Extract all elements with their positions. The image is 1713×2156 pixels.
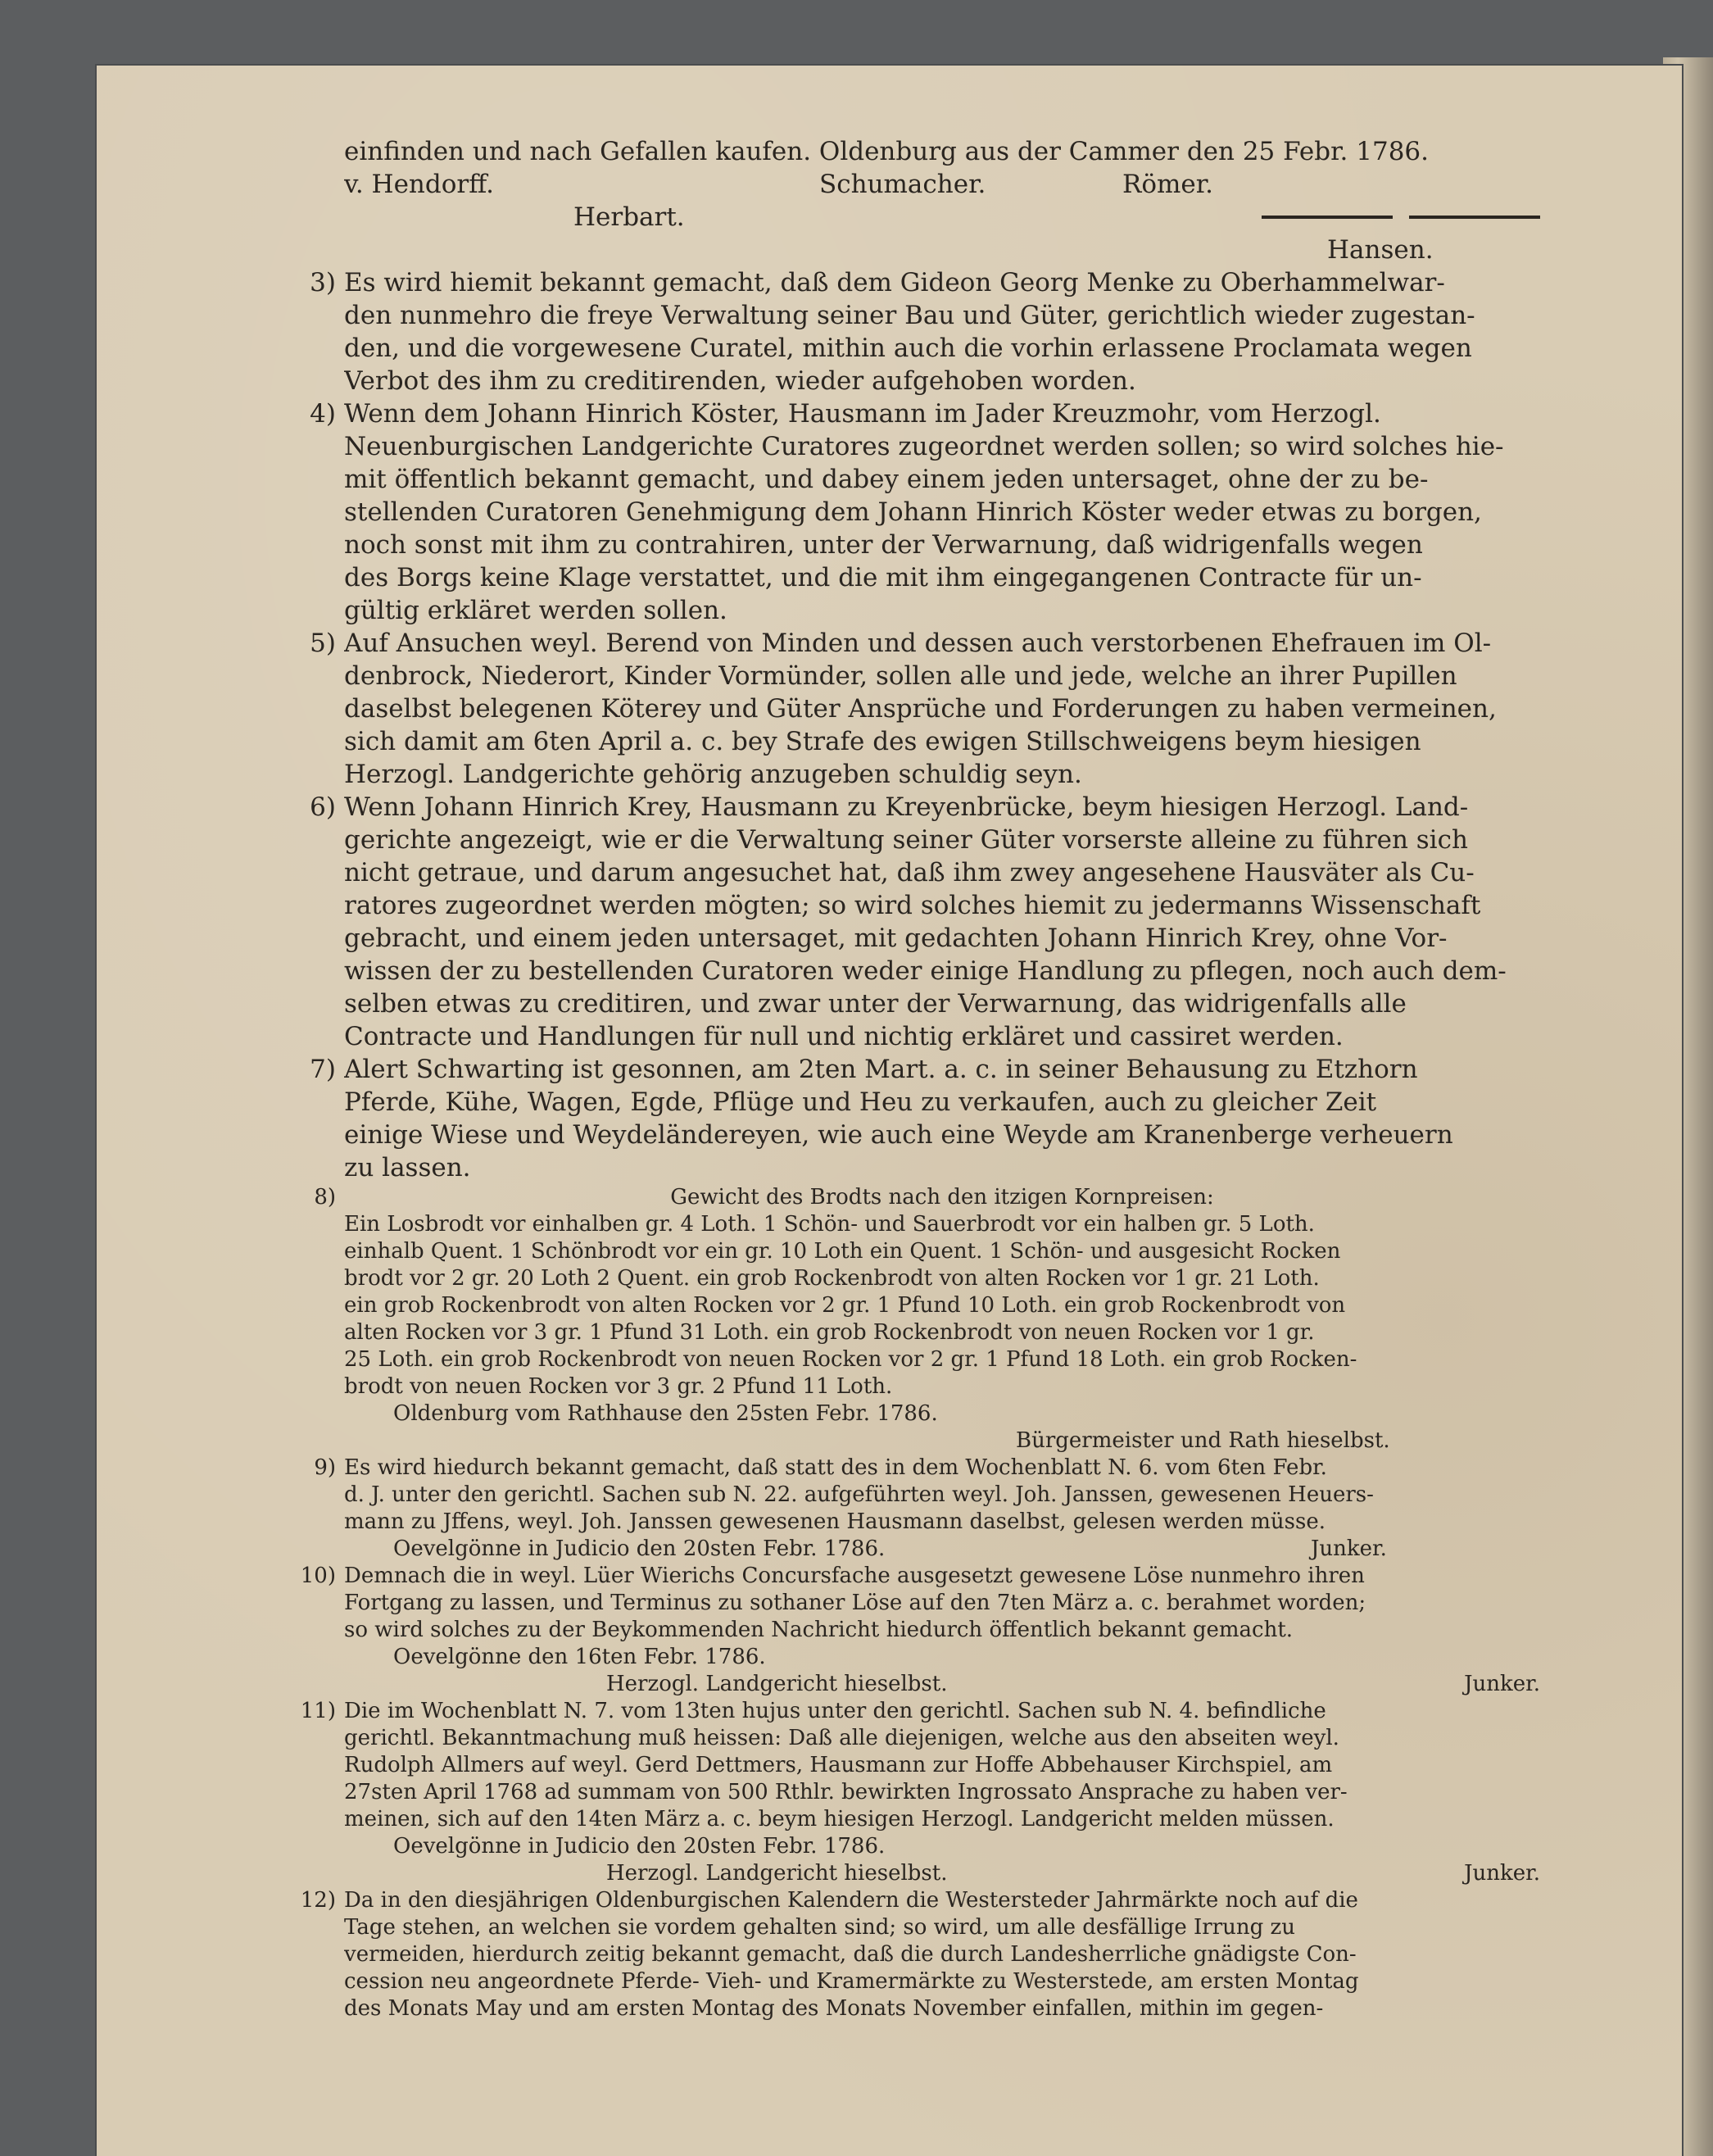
entry-3 [310, 266, 1540, 397]
entry-number: 10) [300, 1564, 336, 1588]
entry-6 [310, 791, 1540, 1053]
court-signature-row [344, 1860, 1540, 1887]
entry-line: Verbot des ihm zu creditirenden, wieder aufgehoben worden. [344, 366, 1136, 396]
entry-line: gültig erkläret werden sollen. [344, 596, 727, 625]
entry-line: brodt vor 2 gr. 20 Loth 2 Quent. ein grob Rockenbrodt von alten Rocken vor 1 gr. 21 Loth. [344, 1266, 1320, 1291]
entry-line: Ein Losbrodt vor einhalben gr. 4 Loth. 1 Schön- und Sauerbrodt vor ein halben gr. 5 Loth. [344, 1212, 1315, 1237]
entry-line: Es wird hiemit bekannt gemacht, daß dem Gideon Georg Menke zu Oberhammelwar- [344, 268, 1445, 297]
divider-rule [1409, 216, 1540, 219]
place-date-row [344, 1536, 1540, 1563]
signature: Bürgermeister und Rath hieselbst. [1016, 1428, 1390, 1453]
entry-line: selben etwas zu creditiren, und zwar unter der Verwarnung, das widrigenfalls alle [344, 989, 1407, 1019]
entry-line: stellenden Curatoren Genehmigung dem Johann Hinrich Köster weder etwas zu borgen, [344, 497, 1482, 527]
entry-line: daselbst belegenen Köterey und Güter Ansprüche und Forderungen zu haben vermeinen, [344, 694, 1497, 724]
place-date: Oevelgönne in Judicio den 20sten Febr. 1786. [393, 1834, 886, 1859]
entry-line: Neuenburgischen Landgerichte Curatores zugeordnet werden sollen; so wird solches hie- [344, 432, 1504, 461]
entry-line: Tage stehen, an welchen sie vordem gehalten sind; so wird, um alle desfällige Irrung zu [344, 1915, 1295, 1940]
entry-number: 3) [310, 268, 336, 297]
entry-line: mann zu Jffens, weyl. Joh. Janssen gewesenen Hausmann daselbst, gelesen werden müsse. [344, 1509, 1326, 1534]
entry-number: 12) [300, 1888, 336, 1913]
entry-11 [300, 1698, 1540, 1887]
entry-number: 5) [310, 629, 336, 658]
name-hansen: Hansen. [1327, 235, 1434, 265]
divider-rule [1262, 216, 1393, 219]
entry-line: einhalb Quent. 1 Schönbrodt vor ein gr. 10 Loth ein Quent. 1 Schön- und ausgesicht Rocken [344, 1239, 1341, 1264]
entry-line: cession neu angeordnete Pferde- Vieh- und Kramermärkte zu Westerstede, am ersten Montag [344, 1969, 1359, 1994]
name-schumacher: Schumacher. [819, 170, 986, 199]
entry-line: ein grob Rockenbrodt von alten Rocken vor 2 gr. 1 Pfund 10 Loth. ein grob Rockenbrodt von [344, 1293, 1346, 1318]
header-line: einfinden und nach Gefallen kaufen. Oldenburg aus der Cammer den 25 Febr. 1786. [344, 137, 1429, 166]
entry-line: Da in den diesjährigen Oldenburgischen Kalendern die Westersteder Jahrmärkte noch auf die [344, 1888, 1358, 1913]
entry-number: 4) [310, 399, 336, 429]
entry-number: 8) [314, 1185, 336, 1210]
entry-12 [300, 1887, 1540, 2022]
entry-line: Contracte und Handlungen für null und nichtig erkläret und cassiret werden. [344, 1022, 1344, 1051]
entry-line: Rudolph Allmers auf weyl. Gerd Dettmers, Hausmann zur Hoffe Abbehauser Kirchspiel, am [344, 1753, 1333, 1777]
entry-line: nicht getraue, und darum angesuchet hat, daß ihm zwey angesehene Hausväter als Cu- [344, 858, 1475, 887]
entry-line: den nunmehro die freye Verwaltung seiner Bau und Güter, gerichtlich wieder zugestan- [344, 301, 1475, 330]
names-row [344, 168, 1540, 201]
names-row-2 [344, 201, 1540, 234]
entry-line: Pferde, Kühe, Wagen, Egde, Pflüge und Heu zu verkaufen, auch zu gleicher Zeit [344, 1087, 1377, 1117]
place-date: Oevelgönne in Judicio den 20sten Febr. 1786. [393, 1536, 886, 1561]
entry-line: d. J. unter den gerichtl. Sachen sub N. 22. aufgeführten weyl. Joh. Janssen, gewesenen Heuers- [344, 1482, 1374, 1507]
bread-weight-title: Gewicht des Brodts nach den itzigen Kornpreisen: [670, 1185, 1214, 1210]
entry-line: 27sten April 1768 ad summam von 500 Rthlr. bewirkten Ingrossato Ansprache zu haben ver- [344, 1780, 1348, 1804]
place-date: Oevelgönne den 16ten Febr. 1786. [393, 1645, 766, 1669]
entry-line: gebracht, und einem jeden untersaget, mit gedachten Johann Hinrich Krey, ohne Vor- [344, 924, 1448, 953]
entry-number: 9) [314, 1455, 336, 1480]
signature: Junker. [1464, 1861, 1540, 1886]
entry-line: Demnach die in weyl. Lüer Wierichs Concursfache ausgesetzt gewesene Löse nunmehro ihren [344, 1564, 1365, 1588]
entry-7 [310, 1053, 1540, 1184]
name-hendorff: v. Hendorff. [344, 170, 494, 199]
entry-number: 6) [310, 792, 336, 822]
place-date: Oldenburg vom Rathhause den 25sten Febr. 1786. [393, 1401, 938, 1426]
entry-line: Wenn dem Johann Hinrich Köster, Hausmann im Jader Kreuzmohr, vom Herzogl. [344, 399, 1381, 429]
entry-line: des Borgs keine Klage verstattet, und die mit ihm eingegangenen Contracte für un- [344, 563, 1422, 592]
signature: Junker. [1311, 1536, 1387, 1561]
document-text [300, 135, 1540, 2022]
entry-line: ratores zugeordnet werden mögten; so wird solches hiemit zu jedermanns Wissenschaft [344, 891, 1481, 920]
entry-line: sich damit am 6ten April a. c. bey Strafe des ewigen Stillschweigens beym hiesigen [344, 727, 1421, 756]
entry-line: gerichte angezeigt, wie er die Verwaltung seiner Güter vorserste alleine zu führen sich [344, 825, 1468, 855]
entry-9 [314, 1455, 1540, 1563]
entry-8 [314, 1184, 1540, 1455]
entry-5 [310, 627, 1540, 791]
entry-number: 11) [300, 1699, 336, 1723]
entry-line: meinen, sich auf den 14ten März a. c. beym hiesigen Herzogl. Landgericht melden müssen. [344, 1807, 1335, 1831]
entry-line: Es wird hiedurch bekannt gemacht, daß statt des in dem Wochenblatt N. 6. vom 6ten Febr. [344, 1455, 1327, 1480]
entry-line: noch sonst mit ihm zu contrahiren, unter der Verwarnung, daß widrigenfalls wegen [344, 530, 1423, 560]
entry-line: mit öffentlich bekannt gemacht, und dabey einem jeden untersaget, ohne der zu be- [344, 465, 1429, 494]
entry-line: gerichtl. Bekanntmachung muß heissen: Daß alle diejenigen, welche aus den abseiten weyl. [344, 1726, 1339, 1750]
entry-line: Wenn Johann Hinrich Krey, Hausmann zu Kreyenbrücke, beym hiesigen Herzogl. Land- [344, 792, 1469, 822]
entry-number: 7) [310, 1055, 336, 1084]
entry-line: den, und die vorgewesene Curatel, mithin auch die vorhin erlassene Proclamata wegen [344, 334, 1472, 363]
entry-line: wissen der zu bestellenden Curatoren weder einige Handlung zu pflegen, noch auch dem- [344, 956, 1507, 986]
entry-line: Fortgang zu lassen, und Terminus zu sothaner Löse auf den 7ten März a. c. berahmet worden; [344, 1591, 1366, 1615]
entry-line: des Monats May und am ersten Montag des Monats November einfallen, mithin im gegen- [344, 1996, 1324, 2021]
entry-line: brodt von neuen Rocken vor 3 gr. 2 Pfund 11 Loth. [344, 1374, 893, 1399]
entry-10 [300, 1563, 1540, 1698]
signature: Junker. [1464, 1672, 1540, 1696]
court-signature-row [344, 1671, 1540, 1698]
entry-line: Alert Schwarting ist gesonnen, am 2ten Mart. a. c. in seiner Behausung zu Etzhorn [344, 1055, 1418, 1084]
entry-line: Auf Ansuchen weyl. Berend von Minden und dessen auch verstorbenen Ehefrauen im Ol- [344, 629, 1492, 658]
entry-line: zu lassen. [344, 1153, 471, 1182]
court-name: Herzogl. Landgericht hieselbst. [606, 1672, 948, 1696]
entry-line: 25 Loth. ein grob Rockenbrodt von neuen Rocken vor 2 gr. 1 Pfund 18 Loth. ein grob Rocken- [344, 1347, 1357, 1372]
name-herbart: Herbart. [573, 202, 685, 232]
entry-line: Herzogl. Landgerichte gehörig anzugeben schuldig seyn. [344, 760, 1082, 789]
entry-4 [310, 397, 1540, 627]
court-name: Herzogl. Landgericht hieselbst. [606, 1861, 948, 1886]
entry-line: Die im Wochenblatt N. 7. vom 13ten hujus unter den gerichtl. Sachen sub N. 4. befindliche [344, 1699, 1326, 1723]
name-roemer: Römer. [1122, 170, 1214, 199]
entry-line: so wird solches zu der Beykommenden Nachricht hiedurch öffentlich bekannt gemacht. [344, 1618, 1294, 1642]
entry-line: vermeiden, hierdurch zeitig bekannt gemacht, daß die durch Landesherrliche gnädigste Con- [344, 1942, 1357, 1967]
entry-line: alten Rocken vor 3 gr. 1 Pfund 31 Loth. ein grob Rockenbrodt von neuen Rocken vor 1 gr. [344, 1320, 1315, 1345]
entry-line: einige Wiese und Weydeländereyen, wie auch eine Weyde am Kranenberge verheuern [344, 1120, 1453, 1150]
entry-line: denbrock, Niederort, Kinder Vormünder, sollen alle und jede, welche an ihrer Pupillen [344, 661, 1457, 691]
